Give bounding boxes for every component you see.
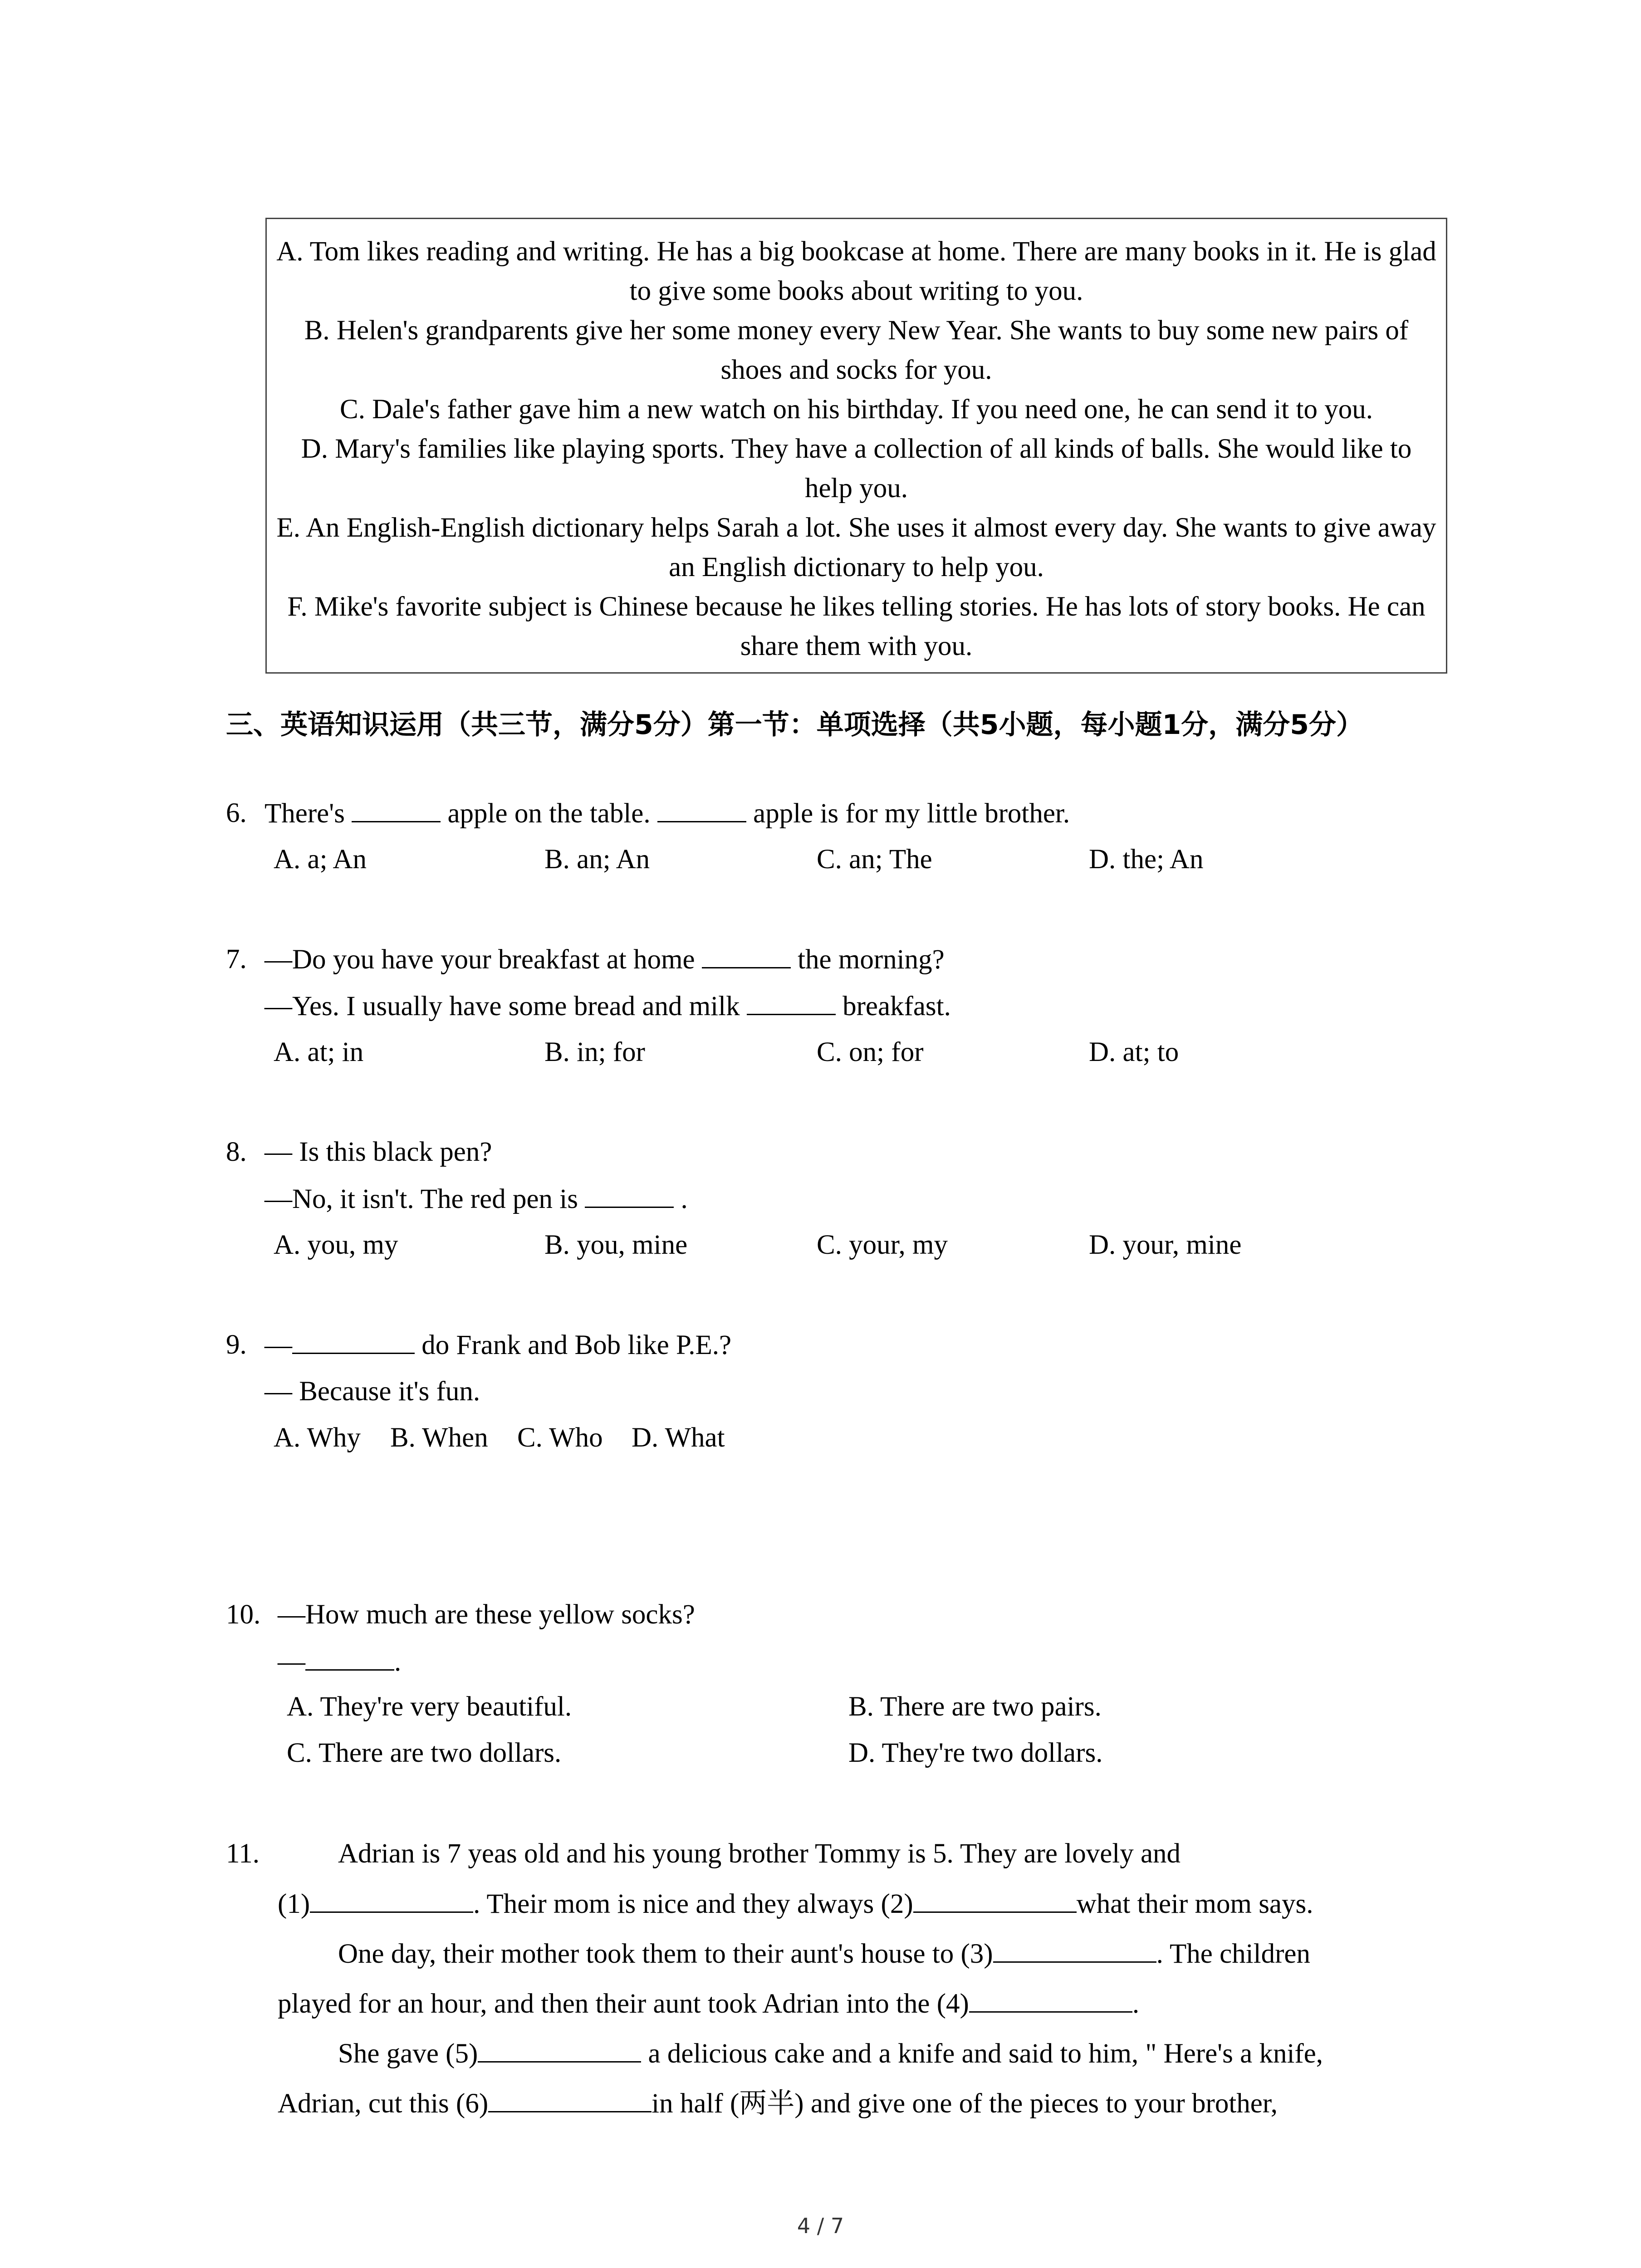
question-number: 9. [226,1330,247,1360]
answer-blank[interactable] [585,1183,674,1208]
option-c: C. Dale's father gave him a new watch on his birthday. If you need one, he can send it to you. [340,394,1373,425]
question-stem: There's apple on the table. apple is for my little brother. [265,798,1070,829]
option-b: B. Helen's grandparents give her some money every New Year. She wants to buy some new pairs of shoes and socks for you. [304,315,1409,385]
option-e: E. An English-English dictionary helps Sarah a lot. She uses it almost every day. She wants to give away an English dictionary to help you. [276,513,1436,582]
choice-c[interactable]: C. on; for [817,1037,924,1067]
choice-a[interactable]: A. you, my [274,1230,398,1260]
choice-d[interactable]: D. What [632,1422,725,1453]
passage-line-6: Adrian, cut this (6) in half (两半) and give one of the pieces to your brother, [278,2088,1278,2119]
choice-a[interactable]: A. They're very beautiful. [287,1691,572,1722]
question-stem: — Is this black pen? [265,1137,492,1167]
question-number: 7. [226,944,247,974]
choice-d[interactable]: D. They're two dollars. [848,1738,1103,1768]
choice-c[interactable]: C. your, my [817,1230,948,1260]
choice-d[interactable]: D. your, mine [1089,1230,1242,1260]
question-number: 8. [226,1137,247,1167]
question-stem-2: —Yes. I usually have some bread and milk breakfast. [265,991,951,1022]
choice-b[interactable]: B. you, mine [544,1230,688,1260]
option-a: A. Tom likes reading and writing. He has a big bookcase at home. There are many books in it. He is glad to give some books about writing to you. [276,236,1436,306]
choice-c[interactable]: C. an; The [817,844,932,875]
choice-d[interactable]: D. at; to [1089,1037,1179,1067]
question-number: 11. [226,1838,260,1869]
option-d: D. Mary's families like playing sports. They have a collection of all kinds of balls. She would like to help you. [301,434,1412,503]
answer-blank[interactable] [747,990,836,1015]
question-stem-2: — . [278,1647,402,1677]
choice-a[interactable]: A. Why [274,1422,361,1453]
question-number: 6. [226,798,247,828]
question-stem: —Do you have your breakfast at home the morning? [265,944,945,975]
choice-a[interactable]: A. a; An [274,844,367,875]
answer-blank-6[interactable] [488,2087,652,2112]
choice-a[interactable]: A. at; in [274,1037,364,1067]
section-title: 三、英语知识运用（共三节，满分5分）第一节：单项选择（共5小题，每小题1分，满分5分） [226,709,1363,741]
answer-blank-3[interactable] [993,1938,1156,1963]
choice-b[interactable]: B. in; for [544,1037,645,1067]
answer-blank[interactable] [305,1646,394,1671]
choice-b[interactable]: B. When [390,1422,488,1453]
answer-blank-2[interactable] [913,1888,1077,1913]
answer-blank[interactable] [657,797,746,822]
choice-c[interactable]: C. Who [517,1422,603,1453]
question-stem-2: — Because it's fun. [265,1376,480,1407]
passage-line-2: (1) . Their mom is nice and they always (2) what their mom says. [278,1889,1313,1919]
question-stem-2: —No, it isn't. The red pen is . [265,1184,688,1214]
choice-d[interactable]: D. the; An [1089,844,1204,875]
question-stem: —How much are these yellow socks? [278,1599,695,1630]
option-f: F. Mike's favorite subject is Chinese because he likes telling stories. He has lots of story books. He can share them with you. [287,591,1425,661]
page-number: 4 / 7 [797,2214,844,2238]
choice-b[interactable]: B. There are two pairs. [848,1691,1102,1722]
answer-blank-5[interactable] [478,2038,641,2063]
choice-c[interactable]: C. There are two dollars. [287,1738,562,1768]
passage-line-3: One day, their mother took them to their aunt's house to (3) . The children [338,1939,1310,1969]
choice-b[interactable]: B. an; An [544,844,650,875]
answer-blank[interactable] [292,1329,415,1354]
passage-line-5: She gave (5) a delicious cake and a knife and said to him, " Here's a knife, [338,2038,1323,2069]
passage-line-4: played for an hour, and then their aunt took Adrian into the (4) . [278,1989,1140,2019]
options-box [265,218,1447,674]
question-number: 10. [226,1599,261,1630]
question-stem: — do Frank and Bob like P.E.? [265,1330,732,1360]
answer-blank-4[interactable] [969,1988,1132,2013]
answer-blank-1[interactable] [310,1888,473,1913]
answer-blank[interactable] [352,797,441,822]
passage-line-1: Adrian is 7 yeas old and his young brother Tommy is 5. They are lovely and [338,1838,1181,1869]
answer-blank[interactable] [702,943,791,968]
